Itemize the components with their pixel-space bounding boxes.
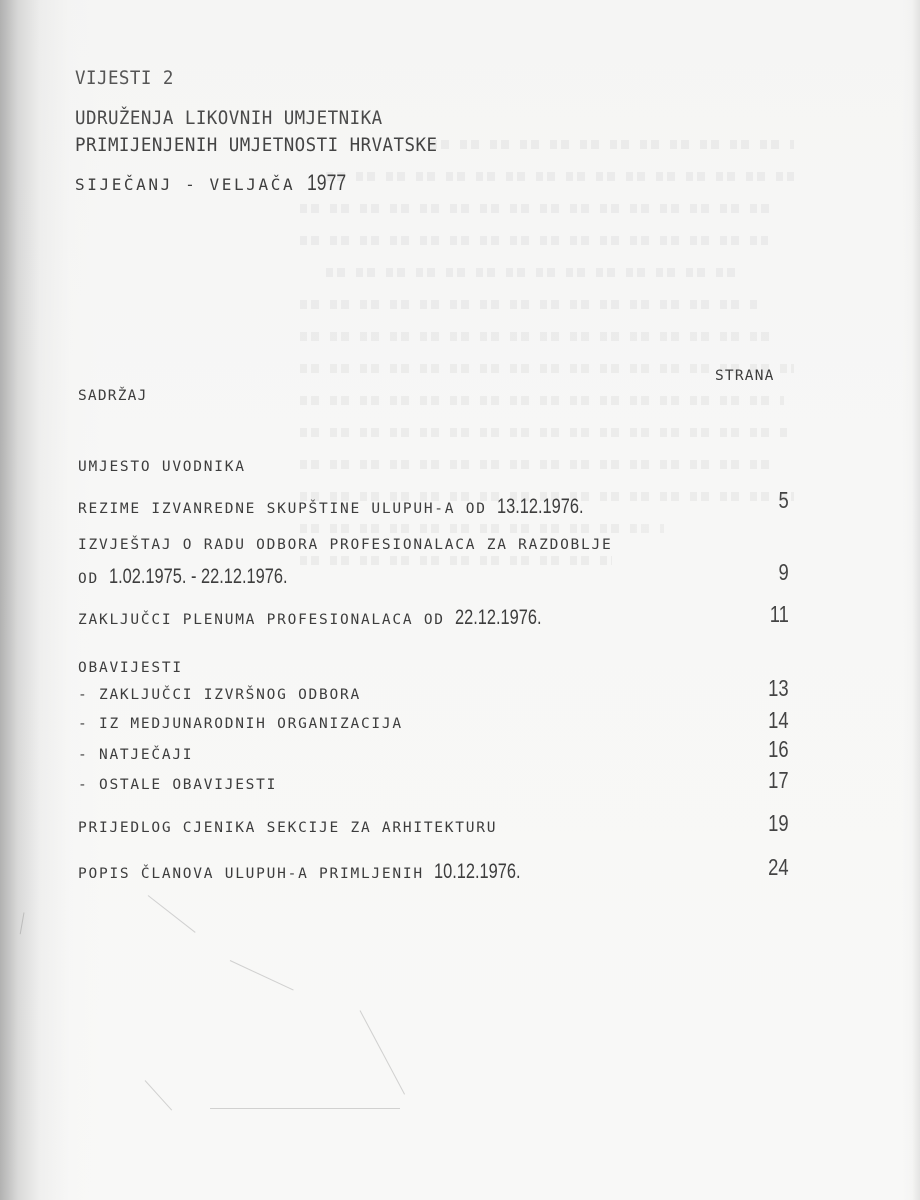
paper-scratch bbox=[360, 1010, 405, 1094]
organization-name-line-2: PRIMIJENJENIH UMJETNOSTI HRVATSKE bbox=[75, 134, 438, 156]
toc-entry bbox=[78, 460, 246, 475]
toc-page-number: 9 bbox=[778, 559, 789, 585]
newsletter-title: VIJESTI 2 bbox=[75, 67, 174, 89]
toc-page-number: 17 bbox=[768, 767, 789, 793]
paper-scratch bbox=[145, 1080, 173, 1110]
toc-heading: SADRŽAJ bbox=[78, 388, 148, 404]
page-column-label: STRANA bbox=[715, 368, 775, 384]
toc-page-number: 14 bbox=[768, 707, 789, 733]
toc-entry-text: PRIJEDLOG CJENIKA SEKCIJE ZA ARHITEKTURU bbox=[78, 820, 498, 836]
toc-page-number: 16 bbox=[768, 736, 789, 762]
toc-entry bbox=[78, 821, 497, 836]
toc-entry-text: - IZ MEDJUNARODNIH ORGANIZACIJA bbox=[78, 716, 403, 732]
toc-entry-text: REZIME IZVANREDNE SKUPŠTINE ULUPUH-A OD bbox=[78, 501, 498, 517]
toc-entry-text: - OSTALE OBAVIJESTI bbox=[78, 777, 278, 793]
toc-entry bbox=[78, 607, 544, 628]
toc-section-heading bbox=[78, 661, 183, 676]
toc-subentry bbox=[78, 778, 277, 793]
paper-scratch bbox=[148, 895, 196, 933]
toc-entry-text: UMJESTO UVODNIKA bbox=[78, 459, 246, 475]
issue-period: SIJEČANJ - VELJAČA bbox=[75, 175, 308, 194]
issue-date bbox=[75, 172, 356, 194]
toc-page-number: 19 bbox=[768, 810, 789, 836]
paper-scratch bbox=[210, 1108, 400, 1109]
toc-subentry bbox=[78, 748, 193, 763]
toc-entry-text: OBAVIJESTI bbox=[78, 660, 183, 676]
toc-entry-text: POPIS ČLANOVA ULUPUH-A PRIMLJENIH bbox=[78, 866, 435, 882]
toc-entry-date: 22.12.1976. bbox=[455, 606, 542, 629]
issue-year: 1977 bbox=[307, 170, 347, 195]
toc-page-number: 5 bbox=[778, 487, 789, 513]
toc-page-number: 11 bbox=[769, 601, 789, 627]
paper-scratch bbox=[230, 960, 294, 990]
toc-entry-text: OD bbox=[78, 571, 110, 587]
paper-scratch bbox=[20, 912, 25, 934]
toc-entry-text: IZVJEŠTAJ O RADU ODBORA PROFESIONALACA ZA RAZDOBLJE bbox=[78, 537, 613, 553]
toc-subentry bbox=[78, 688, 361, 703]
toc-subentry bbox=[78, 717, 403, 732]
toc-entry bbox=[78, 496, 586, 517]
toc-entry-date: 10.12.1976. bbox=[434, 860, 521, 883]
toc-entry-text: - ZAKLJUČCI IZVRŠNOG ODBORA bbox=[78, 687, 361, 703]
toc-entry-text: - NATJEČAJI bbox=[78, 747, 194, 763]
toc-entry-date: 13.12.1976. bbox=[497, 495, 584, 518]
toc-page-number: 24 bbox=[768, 854, 789, 880]
organization-name-line-1: UDRUŽENJA LIKOVNIH UMJETNIKA bbox=[75, 107, 383, 129]
toc-entry-date: 1.02.1975. - 22.12.1976. bbox=[109, 565, 288, 588]
toc-entry-text: ZAKLJUČCI PLENUMA PROFESIONALACA OD bbox=[78, 612, 456, 628]
toc-entry bbox=[78, 538, 612, 553]
toc-entry bbox=[78, 861, 523, 882]
toc-entry bbox=[78, 566, 316, 587]
toc-page-number: 13 bbox=[768, 675, 789, 701]
